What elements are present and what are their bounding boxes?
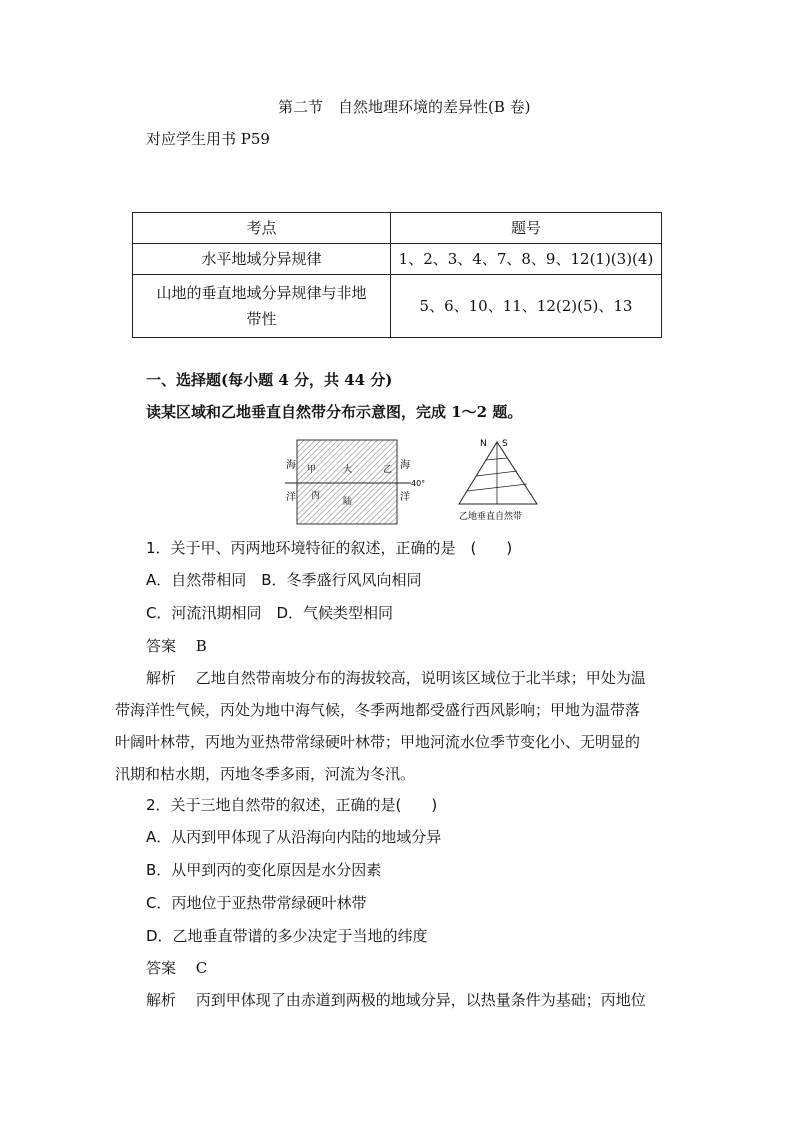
section-heading: 一、选择题(每小题 4 分，共 44 分) [146, 371, 393, 389]
question-1-options-ab: A．自然带相同 B．冬季盛行风风向相同 [146, 571, 422, 589]
region-map [285, 440, 425, 524]
mountain-caption: 乙地垂直自然带 [459, 512, 523, 522]
question-1-options-cd: C．河流汛期相同 D．气候类型相同 [146, 604, 394, 622]
answer-value: B [195, 637, 207, 655]
south-label: S [502, 439, 508, 449]
answer-label: 答案 [146, 637, 177, 655]
question-2-stem: 2．关于三地自然带的叙述，正确的是( ) [146, 796, 438, 814]
question-2-option-d: D．乙地垂直带谱的多少决定于当地的纬度 [146, 927, 428, 945]
table-row [133, 244, 662, 275]
question-1-analysis-line: 叶阔叶林带，丙地为亚热带常绿硬叶林带；甲地河流水位季节变化小、无明显的 [115, 733, 641, 751]
point-jia-label: 甲 [307, 465, 317, 475]
latitude-label: 40° [411, 479, 426, 488]
table-header-row [133, 213, 662, 244]
table-cell-topic-line2: 带性 [246, 310, 277, 328]
mountain-diagram [459, 439, 537, 522]
answer-label: 答案 [146, 959, 177, 977]
question-1-answer [146, 636, 207, 656]
continent-block [297, 440, 397, 524]
question-2-analysis-line: 解析 丙到甲体现了由赤道到两极的地域分异，以热量条件为基础；丙地位 [146, 991, 646, 1009]
topic-table [132, 212, 662, 338]
point-yi-label: 乙 [383, 465, 393, 475]
question-2-answer [146, 958, 207, 978]
zone-boundary [486, 458, 507, 460]
north-label: N [480, 439, 487, 449]
analysis-label: 解析 [146, 669, 177, 687]
question-1-analysis-line: 汛期和枯水期，丙地冬季多雨，河流为冬汛。 [115, 765, 416, 783]
question-2-option-c: C．丙地位于亚热带常绿硬叶林带 [146, 894, 367, 912]
book-reference: 对应学生用书 P59 [146, 130, 270, 148]
question-1-analysis-line: 解析 乙地自然带南坡分布的海拔较高，说明该区域位于北半球；甲处为温 [146, 669, 646, 687]
question-2-option-b: B．从甲到丙的变化原因是水分因素 [146, 861, 382, 879]
ocean-label: 洋 [286, 492, 296, 503]
sea-label: 海 [286, 460, 296, 471]
section-intro: 读某区域和乙地垂直自然带分布示意图，完成 1～2 题。 [146, 403, 523, 421]
table-header-items: 题号 [391, 213, 662, 244]
continent-label-da: 大 [343, 465, 353, 475]
table-cell-topic: 水平地域分异规律 [133, 244, 391, 275]
point-bing-label: 丙 [311, 491, 321, 501]
ocean-label: 洋 [400, 492, 410, 503]
page-title: 第二节 自然地理环境的差异性(B 卷) [278, 98, 531, 116]
analysis-label: 解析 [146, 991, 177, 1009]
question-1-stem: 1．关于甲、丙两地环境特征的叙述，正确的是 ( ) [146, 539, 513, 557]
region-figure [283, 438, 553, 528]
answer-value: C [195, 959, 208, 977]
table-row [133, 275, 662, 338]
table-cell-items: 5、6、10、11、12(2)(5)、13 [391, 275, 662, 338]
sea-label: 海 [400, 460, 410, 471]
table-cell-topic [133, 275, 391, 338]
table-cell-topic-line1: 山地的垂直地域分异规律与非地 [156, 284, 367, 302]
question-2-option-a: A．从丙到甲体现了从沿海向内陆的地域分异 [146, 828, 442, 846]
zone-boundary [476, 471, 517, 476]
table-cell-items: 1、2、3、4、7、8、9、12(1)(3)(4) [391, 244, 662, 275]
table-header-topic: 考点 [133, 213, 391, 244]
continent-label-lu: 陆 [343, 497, 353, 507]
question-1-analysis-line: 带海洋性气候，丙处为地中海气候，冬季两地都受盛行西风影响；甲地为温带落 [115, 701, 641, 719]
